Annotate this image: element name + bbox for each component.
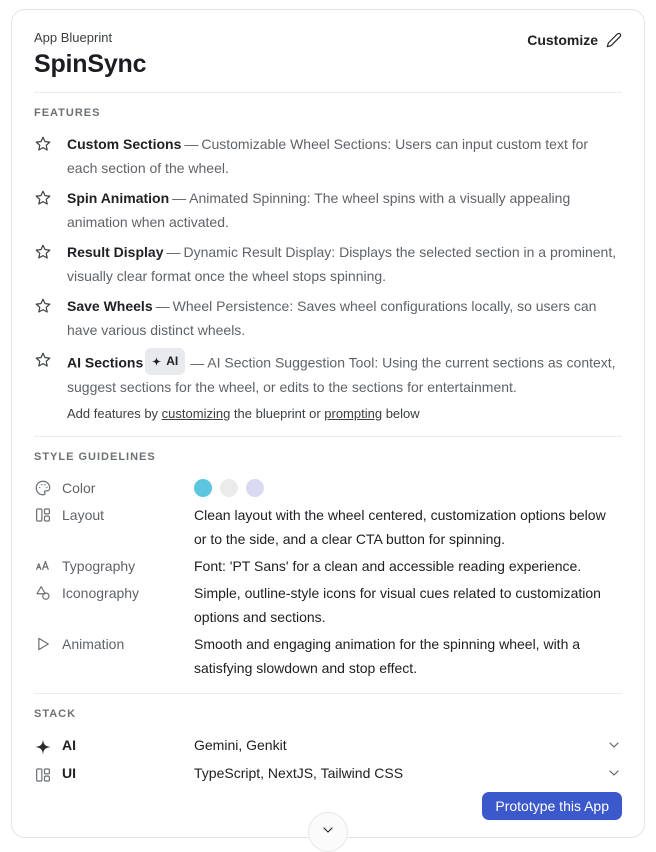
style-section-title: STYLE GUIDELINES bbox=[34, 451, 156, 463]
color-swatch-1 bbox=[194, 479, 212, 497]
stack-row-label: UI bbox=[62, 765, 76, 781]
feature-item: Spin Animation — Animated Spinning: The wheel spins with a visually appealing animation when activated. bbox=[34, 186, 622, 234]
feature-item: Result Display — Dynamic Result Display: Displays the selected section in a prominent, visually clear format once the wheel stops spinning. bbox=[34, 240, 622, 288]
color-swatch-3 bbox=[246, 479, 264, 497]
feature-description: Wheel Persistence: Saves wheel configurations locally, so users can have various distinct wheels. bbox=[67, 298, 597, 338]
chevron-down-icon[interactable] bbox=[606, 765, 622, 781]
feature-description: Dynamic Result Display: Displays the selected section in a prominent, visually clear format once the wheel stops spinning. bbox=[67, 244, 617, 284]
sparkle-icon bbox=[151, 356, 162, 367]
expand-button[interactable] bbox=[308, 812, 348, 852]
stack-row-ui[interactable] bbox=[34, 761, 622, 785]
card-eyebrow: App Blueprint bbox=[34, 30, 113, 45]
chevron-down-icon[interactable] bbox=[606, 737, 622, 753]
features-section-title: FEATURES bbox=[34, 107, 101, 119]
feature-description: AI Section Suggestion Tool: Using the current sections as context, suggest sections for the wheel, or edits to the sections for entertainment. bbox=[67, 354, 616, 395]
feature-name: Custom Sections bbox=[67, 136, 182, 152]
play-icon bbox=[34, 635, 52, 653]
stack-section-title: STACK bbox=[34, 708, 77, 720]
divider bbox=[34, 436, 622, 437]
layout-icon bbox=[34, 766, 52, 784]
customize-button[interactable] bbox=[527, 30, 622, 50]
ai-badge-label: AI bbox=[166, 354, 179, 368]
style-row-label: Layout bbox=[62, 507, 105, 523]
layout-icon bbox=[34, 506, 52, 524]
chevron-down-icon bbox=[320, 826, 336, 838]
style-row-value: Simple, outline-style icons for visual cues related to customization options and sections. bbox=[194, 585, 601, 625]
style-row-label: Iconography bbox=[62, 585, 140, 601]
star-icon bbox=[34, 189, 52, 207]
color-swatches bbox=[194, 479, 622, 497]
divider bbox=[34, 693, 622, 694]
style-row-value: Clean layout with the wheel centered, customization options below or to the side, and a clear CTA button for spinning. bbox=[194, 507, 606, 547]
stack-row-label: AI bbox=[62, 737, 76, 753]
typography-icon bbox=[34, 557, 52, 575]
customize-label: Customize bbox=[527, 32, 598, 48]
stack-row-ai[interactable] bbox=[34, 733, 622, 757]
add-features-note: Add features by customizing the blueprint or prompting below bbox=[67, 406, 420, 421]
shapes-icon bbox=[34, 584, 52, 602]
feature-name: Result Display bbox=[67, 244, 164, 260]
feature-item: Save Wheels — Wheel Persistence: Saves wheel configurations locally, so users can have various distinct wheels. bbox=[34, 294, 622, 342]
star-icon bbox=[34, 351, 52, 369]
color-swatch-2 bbox=[220, 479, 238, 497]
prompting-link[interactable]: prompting bbox=[324, 406, 383, 421]
style-row-label: Animation bbox=[62, 636, 125, 652]
app-title: SpinSync bbox=[34, 50, 147, 78]
star-icon bbox=[34, 297, 52, 315]
star-icon bbox=[34, 135, 52, 153]
feature-name: Save Wheels bbox=[67, 298, 153, 314]
feature-description: Animated Spinning: The wheel spins with a visually appealing animation when activated. bbox=[67, 190, 571, 230]
ai-badge bbox=[145, 348, 185, 375]
palette-icon bbox=[34, 479, 52, 497]
divider bbox=[34, 92, 622, 93]
style-row-value: Smooth and engaging animation for the spinning wheel, with a satisfying slowdown and stop effect. bbox=[194, 636, 581, 676]
feature-name: Spin Animation bbox=[67, 190, 170, 206]
style-row-animation bbox=[34, 632, 622, 680]
style-row-label: Typography bbox=[62, 558, 136, 574]
header bbox=[34, 30, 622, 79]
style-row-typography bbox=[34, 554, 622, 578]
style-row-label: Color bbox=[62, 480, 96, 496]
style-row-value: Font: 'PT Sans' for a clean and accessible reading experience. bbox=[194, 558, 582, 574]
customizing-link[interactable]: customizing bbox=[161, 406, 231, 421]
style-row-layout bbox=[34, 503, 622, 551]
feature-name: AI Sections bbox=[67, 354, 144, 371]
stack-row-value: TypeScript, NextJS, Tailwind CSS bbox=[194, 765, 404, 781]
star-icon bbox=[34, 243, 52, 261]
pencil-icon bbox=[606, 32, 622, 48]
app-blueprint-card bbox=[11, 9, 645, 838]
prototype-this-app-button[interactable]: Prototype this App bbox=[482, 792, 622, 820]
style-row-color bbox=[34, 476, 622, 500]
style-row-iconography bbox=[34, 581, 622, 629]
sparkle-icon bbox=[34, 738, 52, 756]
feature-item: AI Sections AI — AI Section Suggestion Tool: Using the current sections as context, suggest sections for the wheel, or edits to the sections for entertainment. bbox=[34, 348, 622, 399]
feature-item: Custom Sections — Customizable Wheel Sections: Users can input custom text for each section of the wheel. bbox=[34, 132, 622, 180]
feature-description: Customizable Wheel Sections: Users can input custom text for each section of the wheel. bbox=[67, 136, 589, 176]
stack-row-value: Gemini, Genkit bbox=[194, 737, 287, 753]
